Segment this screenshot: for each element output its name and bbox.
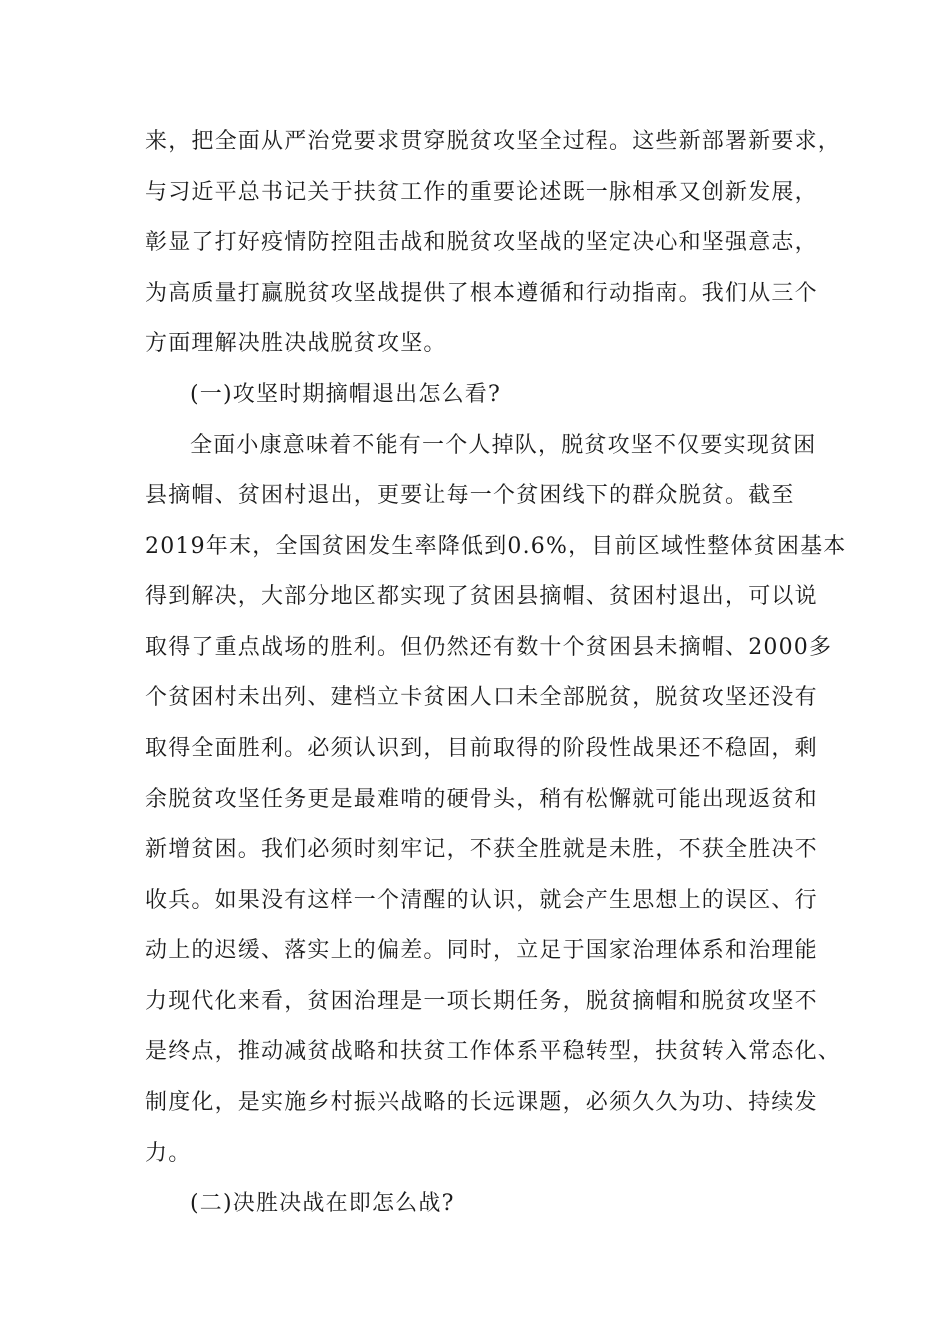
section-heading-2: (二)决胜决战在即怎么战? bbox=[190, 1191, 455, 1216]
paragraph-line: 新增贫困。我们必须时刻牢记，不获全胜就是未胜，不获全胜决不 bbox=[145, 837, 818, 862]
paragraph-line: 个贫困村未出列、建档立卡贫困人口未全部脱贫，脱贫攻坚还没有 bbox=[145, 685, 818, 710]
paragraph-line: 动上的迟缓、落实上的偏差。同时，立足于国家治理体系和治理能 bbox=[145, 938, 818, 963]
paragraph-line: 是终点，推动减贫战略和扶贫工作体系平稳转型，扶贫转入常态化、 bbox=[145, 1039, 842, 1064]
paragraph-line: 方面理解决胜决战脱贫攻坚。 bbox=[145, 331, 447, 356]
paragraph-line: 力现代化来看，贫困治理是一项长期任务，脱贫摘帽和脱贫攻坚不 bbox=[145, 989, 818, 1014]
paragraph-line: 制度化，是实施乡村振兴战略的长远课题，必须久久为功、持续发 bbox=[145, 1090, 818, 1115]
paragraph-line: 余脱贫攻坚任务更是最难啃的硬骨头，稍有松懈就可能出现返贫和 bbox=[145, 787, 818, 812]
paragraph-line: 彰显了打好疫情防控阻击战和脱贫攻坚战的坚定决心和坚强意志， bbox=[145, 230, 818, 255]
section-heading-1: (一)攻坚时期摘帽退出怎么看? bbox=[190, 382, 501, 407]
paragraph-line: 与习近平总书记关于扶贫工作的重要论述既一脉相承又创新发展， bbox=[145, 180, 818, 205]
paragraph-line: 力。 bbox=[145, 1141, 192, 1166]
paragraph-line: 为高质量打赢脱贫攻坚战提供了根本遵循和行动指南。我们从三个 bbox=[145, 281, 818, 306]
paragraph-line: 取得全面胜利。必须认识到，目前取得的阶段性战果还不稳固，剩 bbox=[145, 736, 818, 761]
paragraph-line: 2019年末，全国贫困发生率降低到0.6%，目前区域性整体贫困基本 bbox=[145, 534, 847, 559]
paragraph-line: 来，把全面从严治党要求贯穿脱贫攻坚全过程。这些新部署新要求， bbox=[145, 129, 842, 154]
paragraph-line: 取得了重点战场的胜利。但仍然还有数十个贫困县未摘帽、2000多 bbox=[145, 635, 833, 660]
paragraph-line: 得到解决，大部分地区都实现了贫困县摘帽、贫困村退出，可以说 bbox=[145, 584, 818, 609]
paragraph-line: 县摘帽、贫困村退出，更要让每一个贫困线下的群众脱贫。截至 bbox=[145, 483, 795, 508]
paragraph-line: 收兵。如果没有这样一个清醒的认识，就会产生思想上的误区、行 bbox=[145, 888, 818, 913]
paragraph-line: 全面小康意味着不能有一个人掉队，脱贫攻坚不仅要实现贫困 bbox=[190, 433, 817, 458]
